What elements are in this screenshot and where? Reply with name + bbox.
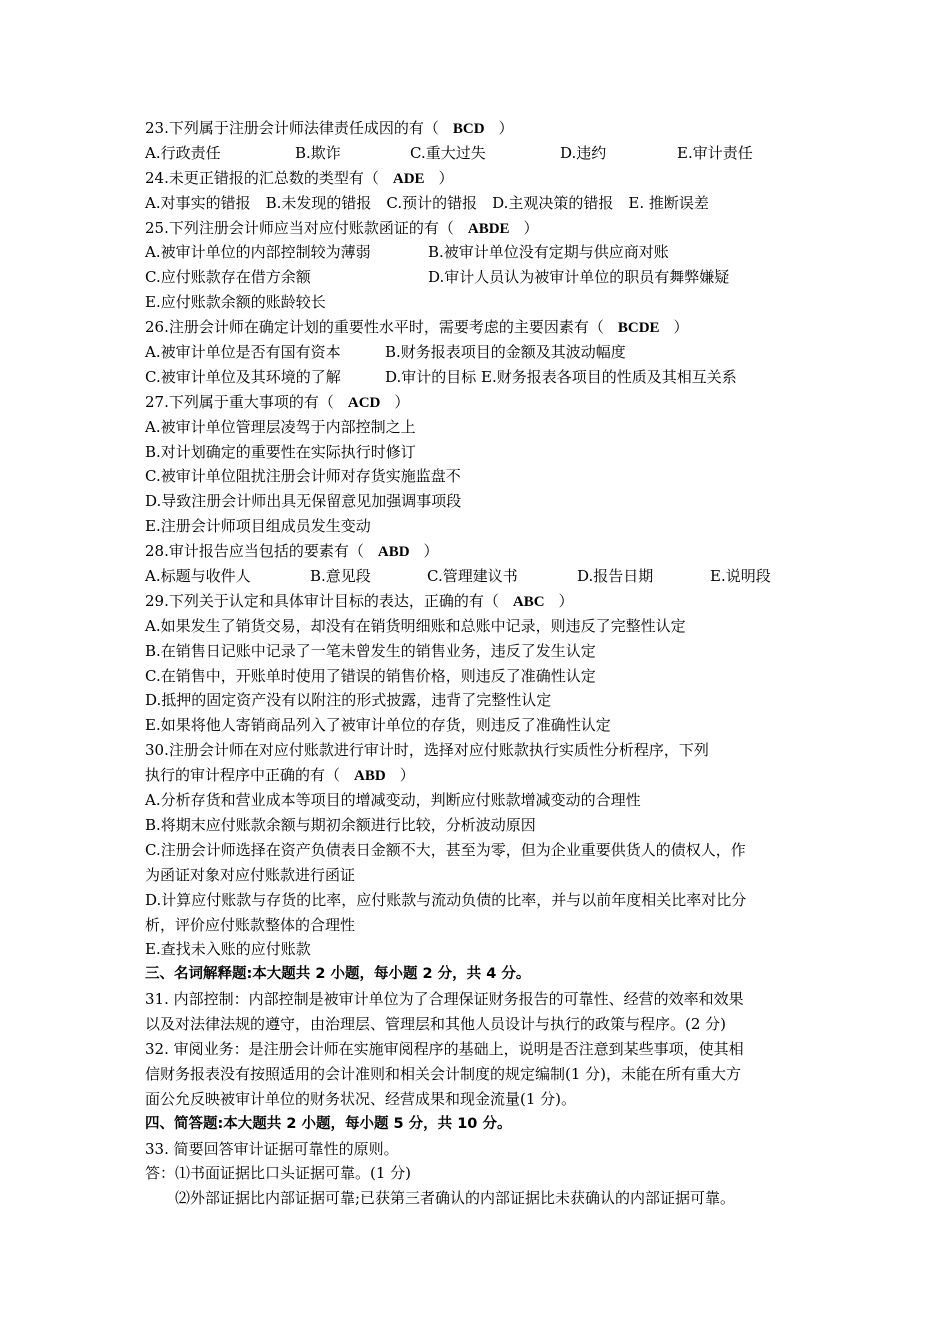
option-de: D.审计的目标 E.财务报表各项目的性质及其相互关系 — [385, 367, 737, 386]
answer-33-point-2: ⑵外部证据比内部证据可靠;已获第三者确认的内部证据比未获确认的内部证据可靠。 — [175, 1189, 736, 1208]
option-c: C.应付账款存在借方余额 — [145, 268, 311, 287]
question-26-options-cde — [145, 365, 815, 390]
question-stem: 24.未更正错报的汇总数的类型有（ — [145, 168, 379, 187]
option-d-cont: 析，评价应付账款整体的合理性 — [145, 915, 356, 934]
answer-key: BCDE — [617, 320, 660, 337]
option-c: C.在销售中，开账单时使用了错误的销售价格，则违反了准确性认定 — [145, 666, 596, 685]
option-a: A.被审计单位的内部控制较为薄弱 — [145, 243, 371, 262]
question-26-options-ab — [145, 340, 815, 365]
bracket-close: ） — [399, 766, 415, 785]
answer-key: ADE — [392, 170, 425, 187]
bracket-close: ） — [423, 542, 439, 561]
question-23-options — [145, 141, 815, 166]
answer-key: ABC — [512, 593, 545, 610]
section-heading-3: 三、名词解释题:本大题共 2 小题，每小题 2 分，共 4 分。 — [145, 966, 531, 983]
question-26 — [145, 315, 815, 340]
option-e: E.审计责任 — [677, 143, 753, 162]
option-c: C.管理建议书 — [427, 567, 518, 586]
option-e: E.查找未入账的应付账款 — [145, 940, 311, 959]
option-e: E.应付账款余额的账龄较长 — [145, 293, 326, 312]
question-25-options-ab — [145, 240, 815, 265]
question-29 — [145, 589, 815, 614]
question-27 — [145, 390, 815, 415]
option-a: A.分析存货和营业成本等项目的增减变动，判断应付账款增减变动的合理性 — [145, 791, 641, 810]
bracket-close: ） — [523, 218, 539, 237]
option-a: A.被审计单位管理层凌驾于内部控制之上 — [145, 417, 416, 436]
question-stem: 25.下列注册会计师应当对应付账款函证的有（ — [145, 218, 454, 237]
bracket-close: ） — [558, 591, 574, 610]
question-24-options: A.对事实的错报 B.未发现的错报 C.预计的错报 D.主观决策的错报 E. 推断误差 — [145, 193, 709, 212]
question-28-options — [145, 564, 815, 589]
option-b: B.意见段 — [310, 567, 371, 586]
answer-key: ACD — [347, 394, 381, 411]
option-d: D.抵押的固定资产没有以附注的形式披露，违背了完整性认定 — [145, 691, 552, 710]
bracket-close: ） — [498, 119, 514, 137]
option-c: C.被审计单位及其环境的了解 — [145, 367, 341, 386]
option-d: D.计算应付账款与存货的比率，应付账款与流动负债的比率，并与以前年度相关比率对比分 — [145, 890, 747, 909]
option-b: B.在销售日记账中记录了一笔未曾发生的销售业务，违反了发生认定 — [145, 641, 596, 660]
question-25-options-cd — [145, 265, 815, 290]
answer-key: ABD — [377, 544, 410, 561]
option-c: C.注册会计师选择在资产负债表日金额不大，甚至为零，但为企业重要供货人的债权人，作 — [145, 840, 746, 859]
q32-line3: 面公允反映被审计单位的财务状况、经营成果和现金流量(1 分)。 — [145, 1089, 577, 1108]
question-stem: 执行的审计程序中正确的有（ — [145, 766, 341, 785]
bracket-close: ） — [394, 392, 410, 411]
question-stem: 28.审计报告应当包括的要素有（ — [145, 542, 364, 561]
option-d: D.报告日期 — [577, 567, 654, 586]
q31-line1: 31. 内部控制：内部控制是被审计单位为了合理保证财务报告的可靠性、经营的效率和效果 — [145, 990, 744, 1009]
option-d: D.审计人员认为被审计单位的职员有舞弊嫌疑 — [428, 268, 730, 287]
option-e: E.如果将他人寄销商品列入了被审计单位的存货，则违反了准确性认定 — [145, 716, 611, 735]
option-d: D.导致注册会计师出具无保留意见加强调事项段 — [145, 492, 462, 511]
option-a: A.被审计单位是否有国有资本 — [145, 343, 341, 362]
question-28 — [145, 539, 815, 564]
option-b: B.欺诈 — [295, 143, 341, 162]
question-30-stem-line1: 30.注册会计师在对应付账款进行审计时，选择对应付账款执行实质性分析程序，下列 — [145, 741, 709, 760]
option-e: E.说明段 — [710, 567, 771, 586]
option-b: B.将期末应付账款余额与期初余额进行比较，分析波动原因 — [145, 815, 536, 834]
q32-line2: 信财务报表没有按照适用的会计准则和相关会计制度的规定编制(1 分)，未能在所有重大方 — [145, 1064, 742, 1083]
document-page — [145, 116, 815, 1211]
question-30 — [145, 763, 815, 788]
option-a: A.标题与收件人 — [145, 567, 251, 586]
question-stem: 23.下列属于注册会计师法律责任成因的有（ — [145, 119, 439, 137]
question-stem: 27.下列属于重大事项的有（ — [145, 392, 334, 411]
answer-key: ABD — [354, 768, 386, 785]
question-stem: 26.注册会计师在确定计划的重要性水平时，需要考虑的主要因素有（ — [145, 318, 604, 337]
question-25 — [145, 216, 815, 241]
q32-line1: 32. 审阅业务：是注册会计师在实施审阅程序的基础上，说明是否注意到某些事项，使其相 — [145, 1039, 744, 1058]
option-c: C.重大过失 — [410, 143, 486, 162]
question-stem: 29.下列关于认定和具体审计目标的表达，正确的有（ — [145, 591, 499, 610]
option-c-cont: 为函证对象对应付账款进行函证 — [145, 865, 356, 884]
option-a: A.行政责任 — [145, 143, 221, 162]
question-23 — [145, 116, 815, 141]
question-24 — [145, 166, 815, 191]
option-b: B.对计划确定的重要性在实际执行时修订 — [145, 442, 416, 461]
option-d: D.违约 — [560, 143, 607, 162]
bracket-close: ） — [438, 168, 454, 187]
section-heading-4: 四、简答题:本大题共 2 小题，每小题 5 分，共 10 分。 — [145, 1115, 512, 1132]
option-c: C.被审计单位阻扰注册会计师对存货实施监盘不 — [145, 467, 461, 486]
option-a: A.如果发生了销货交易，却没有在销货明细账和总账中记录，则违反了完整性认定 — [145, 616, 686, 635]
answer-key: BCD — [452, 121, 485, 137]
option-b: B.被审计单位没有定期与供应商对账 — [428, 243, 669, 262]
answer-key: ABDE — [467, 220, 510, 237]
question-33: 33. 简要回答审计证据可靠性的原则。 — [145, 1139, 399, 1158]
bracket-close: ） — [673, 318, 689, 337]
option-e: E.注册会计师项目组成员发生变动 — [145, 517, 371, 536]
option-b: B.财务报表项目的金额及其波动幅度 — [385, 343, 626, 362]
answer-33-point-1: 答：⑴书面证据比口头证据可靠。(1 分) — [145, 1164, 412, 1183]
q31-line2: 以及对法律法规的遵守，由治理层、管理层和其他人员设计与执行的政策与程序。(2 分) — [145, 1015, 727, 1034]
